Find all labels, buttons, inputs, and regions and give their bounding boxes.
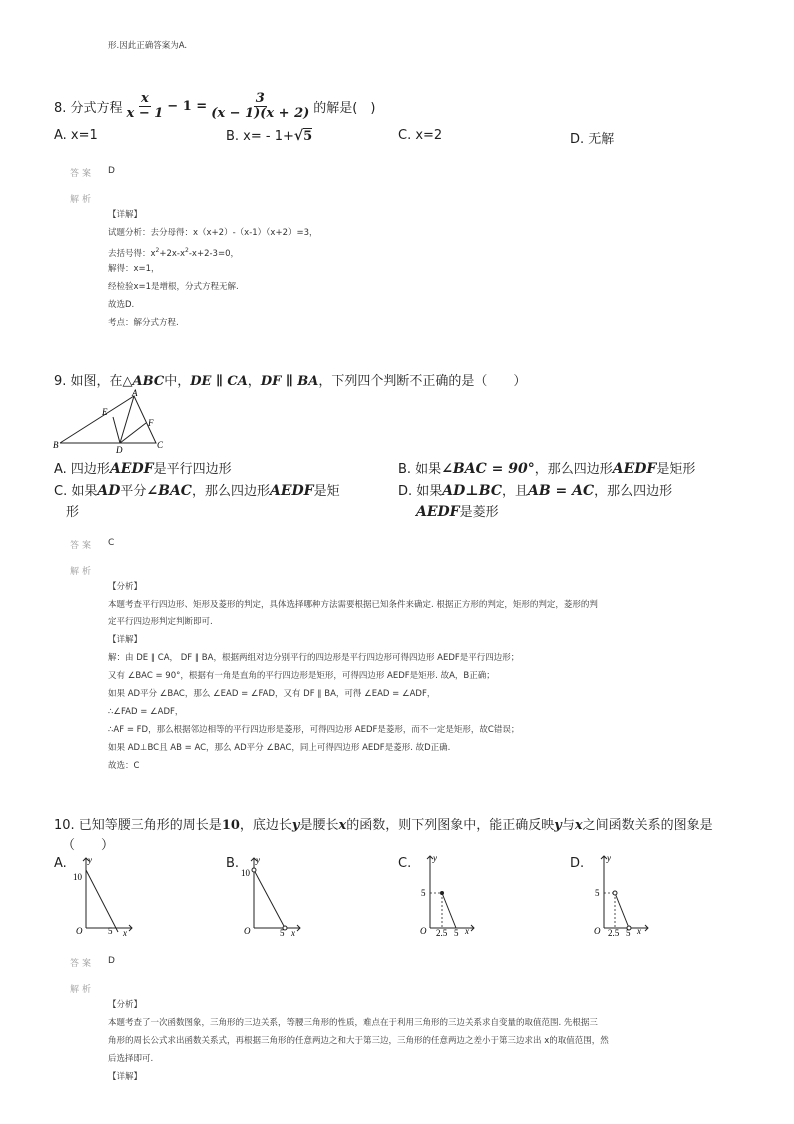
graph-b-open-point [252, 868, 256, 872]
question-10-stem-wrap: （ ） [62, 838, 115, 853]
label-b: B [53, 440, 59, 450]
q9-detail-title: 【详解】 [108, 635, 143, 645]
svg-text:y: y [256, 855, 260, 865]
q8-answer: D [108, 166, 115, 176]
segment-df [120, 423, 146, 443]
svg-text:x: x [465, 926, 469, 936]
q8-fraction-right: $\frac{3}{(x - 1)(x + 2)}$ [211, 91, 310, 121]
q9-fenxi-2: 定平行四边形判定判断即可. [108, 617, 213, 627]
q9-answer-label: 答案 [70, 541, 95, 551]
svg-text:x: x [637, 926, 641, 936]
svg-text:5: 5 [595, 888, 600, 898]
q8-line-2: 去括号得：$x^2+2x-x^2-x+2-3=0$， [108, 247, 239, 259]
svg-text:x: x [123, 928, 127, 938]
q10-fenxi-2: 角形的周长公式求出函数关系式，再根据三角形的任意两边之和大于第三边，三角形的任意两边之差小于第三边求出 x的取值范围，然 [108, 1036, 609, 1046]
question-10-stem: 10. 已知等腰三角形的周长是10，底边长y是腰长x的函数，则下列图象中，能正确反映y与x之间函数关系的图象是 [54, 818, 713, 833]
q8-line-6: 考点：解分式方程. [108, 318, 179, 328]
label-f: F [148, 418, 154, 428]
graph-d [584, 852, 654, 940]
svg-text:5: 5 [626, 928, 631, 938]
q8-answer-label: 答案 [70, 169, 95, 179]
svg-text:5: 5 [108, 926, 113, 936]
svg-text:O: O [594, 926, 601, 936]
q10-option-a-label: A. [54, 856, 67, 871]
q9-answer: C [108, 538, 115, 548]
svg-text:y: y [607, 853, 611, 863]
segment-ed [113, 417, 120, 443]
q8-analysis-label: 解析 [70, 195, 95, 205]
q9-analysis-label: 解析 [70, 567, 95, 577]
q10-option-b-label: B. [226, 856, 240, 871]
q8-option-b: B. x= - 1+√5 [226, 128, 313, 144]
q9-option-d: D. 如果AD⊥BC，且AB = AC，那么四边形 [398, 483, 673, 499]
svg-text:5: 5 [421, 888, 426, 898]
graph-c [410, 852, 480, 940]
q10-fenxi-1: 本题考查了一次函数图象，三角形的三边关系，等腰三角形的性质，难点在于利用三角形的三边关系求自变量的取值范围. 先根据三 [108, 1018, 598, 1028]
previous-answer-tail: 形.因此正确答案为A. [108, 41, 188, 51]
graph-d-open-point [613, 891, 617, 895]
graph-a [66, 852, 136, 940]
q8-line-5: 故选D. [108, 300, 135, 310]
question-8-stem: 8. 分式方程 $\frac{x}{x - 1}$ − 1 = $\frac{3}{(x - 1)(x + 2)}$ 的解是( ) [54, 91, 376, 121]
svg-text:O: O [420, 926, 427, 936]
q8-option-c: C. x=2 [398, 128, 443, 143]
q9-option-c-wrap: 形 [66, 505, 80, 520]
svg-text:y: y [88, 855, 92, 865]
q9-detail-4: ∴∠FAD = ∠ADF， [108, 707, 184, 717]
svg-text:10: 10 [73, 872, 82, 882]
q8-line-1: 试题分析：去分母得：x（x+2）-（x-1）（x+2）=3， [108, 228, 318, 238]
q10-option-d-label: D. [570, 856, 585, 871]
q8-option-a: A. x=1 [54, 128, 98, 143]
q8-fraction-left: $\frac{x}{x - 1}$ [126, 91, 164, 121]
q10-answer: D [108, 956, 115, 966]
triangle-figure [52, 388, 168, 454]
q9-fenxi-title: 【分析】 [108, 582, 143, 592]
q9-detail-2: 又有 ∠BAC = 90°，根据有一角是直角的平行四边形是矩形，可得四边形 AEDF是矩形. 故A，B正确； [108, 671, 495, 681]
graph-c-closed-point [440, 891, 444, 895]
graph-c-line [442, 893, 456, 928]
svg-text:x: x [291, 928, 295, 938]
q9-option-a: A. 四边形AEDF是平行四边形 [54, 461, 232, 477]
q8-option-d: D. 无解 [570, 132, 615, 147]
svg-text:O: O [244, 926, 251, 936]
q9-fenxi-1: 本题考查平行四边形、矩形及菱形的判定，具体选择哪种方法需要根据已知条件来确定. 根据正方形的判定，矩形的判定，菱形的判 [108, 600, 598, 610]
q9-detail-1: 解：由 DE ∥ CA， DF ∥ BA，根据两组对边分别平行的四边形是平行四边形可得四边形 AEDF是平行四边形； [108, 653, 520, 663]
question-9-stem: 9. 如图，在△ABC中，DE ∥ CA，DF ∥ BA，下列四个判断不正确的是（ ） [54, 374, 527, 389]
q10-fenxi-3: 后选择即可. [108, 1054, 154, 1064]
q8-detail-title: 【详解】 [108, 210, 143, 220]
q9-option-c: C. 如果AD平分∠BAC，那么四边形AEDF是矩 [54, 483, 340, 499]
svg-text:5: 5 [454, 928, 459, 938]
svg-text:2.5: 2.5 [436, 928, 448, 938]
graph-d-line [615, 893, 629, 928]
q9-option-d-wrap: AEDF是菱形 [416, 504, 499, 520]
q10-analysis-label: 解析 [70, 985, 95, 995]
q9-option-b: B. 如果∠BAC = 90°，那么四边形AEDF是矩形 [398, 461, 696, 477]
graph-b-line [254, 870, 285, 928]
label-e: E [102, 407, 108, 417]
q10-fenxi-title: 【分析】 [108, 1000, 143, 1010]
graph-a-line [86, 870, 118, 932]
label-d: D [116, 445, 123, 454]
q10-detail-title: 【详解】 [108, 1072, 143, 1082]
svg-text:O: O [76, 926, 83, 936]
q10-option-c-label: C. [398, 856, 412, 871]
svg-text:10: 10 [241, 868, 250, 878]
label-a: A [132, 388, 138, 398]
q9-detail-3: 如果 AD平分 ∠BAC，那么 ∠EAD = ∠FAD，又有 DF ∥ BA，可得 ∠EAD = ∠ADF， [108, 689, 436, 699]
svg-text:y: y [433, 853, 437, 863]
q9-detail-5: ∴AF = FD，那么根据邻边相等的平行四边形是菱形，可得四边形 AEDF是菱形，而不一定是矩形，故C错误； [108, 725, 520, 735]
q9-detail-7: 故选：C [108, 761, 140, 771]
svg-text:5: 5 [280, 928, 285, 938]
q8-line-3: 解得：x=1， [108, 264, 160, 274]
graph-b [234, 852, 304, 940]
label-c: C [157, 440, 164, 450]
triangle-abc [60, 396, 156, 443]
q10-answer-label: 答案 [70, 959, 95, 969]
svg-text:2.5: 2.5 [608, 928, 620, 938]
q8-line-4: 经检验x=1是增根，分式方程无解. [108, 282, 239, 292]
q9-detail-6: 如果 AD⊥BC且 AB = AC，那么 AD平分 ∠BAC，同上可得四边形 AEDF是菱形. 故D正确. [108, 743, 451, 753]
